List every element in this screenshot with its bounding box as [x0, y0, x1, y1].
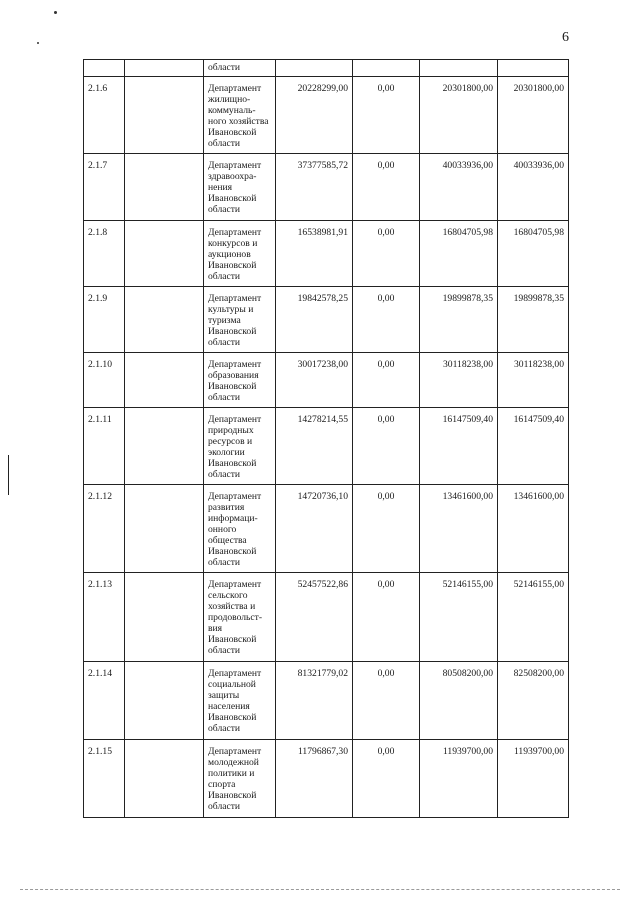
- cell-department: Департамент сельского хозяйства и продовольст-вия Ивановской области: [204, 573, 276, 662]
- cell-code: [84, 60, 125, 77]
- cell-value-4: 52146155,00: [498, 573, 569, 662]
- cell-code: 2.1.6: [84, 77, 125, 154]
- cell-department: Департамент жилищно-коммуналь-ного хозяйства Ивановской области: [204, 77, 276, 154]
- cell-value-3: [420, 60, 498, 77]
- table-row: [84, 740, 569, 818]
- cell-value-3: 19899878,35: [420, 287, 498, 353]
- cell-value-1: 81321779,02: [276, 662, 353, 740]
- table-row: [84, 662, 569, 740]
- cell-empty: [125, 408, 204, 485]
- cell-code: 2.1.11: [84, 408, 125, 485]
- cell-value-2: 0,00: [353, 221, 420, 287]
- table-row: [84, 353, 569, 408]
- cell-code: 2.1.8: [84, 221, 125, 287]
- page-number: 6: [562, 30, 569, 45]
- cell-value-3: 16804705,98: [420, 221, 498, 287]
- cell-value-1: 20228299,00: [276, 77, 353, 154]
- table-row: [84, 573, 569, 662]
- cell-code: 2.1.10: [84, 353, 125, 408]
- table-row: [84, 287, 569, 353]
- cell-department: Департамент образования Ивановской области: [204, 353, 276, 408]
- cell-value-1: 11796867,30: [276, 740, 353, 818]
- margin-mark: [8, 455, 9, 495]
- table-row: [84, 408, 569, 485]
- cell-value-3: 11939700,00: [420, 740, 498, 818]
- cell-value-4: 30118238,00: [498, 353, 569, 408]
- scan-speck: [37, 42, 39, 44]
- cell-empty: [125, 353, 204, 408]
- cell-empty: [125, 287, 204, 353]
- cell-code: 2.1.15: [84, 740, 125, 818]
- cell-value-2: 0,00: [353, 485, 420, 573]
- cell-value-3: 52146155,00: [420, 573, 498, 662]
- cell-value-2: 0,00: [353, 154, 420, 221]
- cell-department: Департамент здравоохра-нения Ивановской области: [204, 154, 276, 221]
- table-row: [84, 77, 569, 154]
- cell-department: Департамент культуры и туризма Ивановской области: [204, 287, 276, 353]
- cell-value-2: [353, 60, 420, 77]
- cell-code: 2.1.7: [84, 154, 125, 221]
- cell-empty: [125, 662, 204, 740]
- cell-value-1: 30017238,00: [276, 353, 353, 408]
- cell-value-1: 37377585,72: [276, 154, 353, 221]
- cell-empty: [125, 221, 204, 287]
- cell-empty: [125, 485, 204, 573]
- cell-value-2: 0,00: [353, 662, 420, 740]
- cell-empty: [125, 740, 204, 818]
- cell-value-3: 30118238,00: [420, 353, 498, 408]
- cell-value-3: 80508200,00: [420, 662, 498, 740]
- cell-value-4: 20301800,00: [498, 77, 569, 154]
- cell-value-4: 16147509,40: [498, 408, 569, 485]
- table-row: [84, 221, 569, 287]
- cell-value-4: 13461600,00: [498, 485, 569, 573]
- cell-code: 2.1.14: [84, 662, 125, 740]
- cell-value-2: 0,00: [353, 408, 420, 485]
- budget-table: [83, 59, 569, 818]
- cell-value-2: 0,00: [353, 740, 420, 818]
- budget-table-body: [84, 60, 569, 818]
- cell-value-1: 14278214,55: [276, 408, 353, 485]
- cell-value-3: 13461600,00: [420, 485, 498, 573]
- table-row-continued: [84, 60, 569, 77]
- cell-empty: [125, 154, 204, 221]
- cell-value-3: 20301800,00: [420, 77, 498, 154]
- table-row: [84, 154, 569, 221]
- cell-value-2: 0,00: [353, 287, 420, 353]
- cell-value-1: 14720736,10: [276, 485, 353, 573]
- cell-empty: [125, 573, 204, 662]
- cell-code: 2.1.9: [84, 287, 125, 353]
- cell-value-4: 82508200,00: [498, 662, 569, 740]
- cell-value-2: 0,00: [353, 77, 420, 154]
- scan-speck: [54, 11, 57, 14]
- cell-value-4: 40033936,00: [498, 154, 569, 221]
- cell-code: 2.1.12: [84, 485, 125, 573]
- cell-department: Департамент развития информаци-онного общества Ивановской области: [204, 485, 276, 573]
- cell-value-4: 19899878,35: [498, 287, 569, 353]
- cell-department: области: [204, 60, 276, 77]
- cell-empty: [125, 77, 204, 154]
- cell-department: Департамент социальной защиты населения Ивановской области: [204, 662, 276, 740]
- cell-value-1: 52457522,86: [276, 573, 353, 662]
- cell-value-4: [498, 60, 569, 77]
- cell-value-4: 11939700,00: [498, 740, 569, 818]
- cell-value-2: 0,00: [353, 573, 420, 662]
- cell-empty: [125, 60, 204, 77]
- bottom-rule: [20, 889, 620, 890]
- cell-value-1: 16538981,91: [276, 221, 353, 287]
- cell-value-4: 16804705,98: [498, 221, 569, 287]
- cell-value-3: 16147509,40: [420, 408, 498, 485]
- cell-value-1: 19842578,25: [276, 287, 353, 353]
- cell-value-1: [276, 60, 353, 77]
- cell-value-3: 40033936,00: [420, 154, 498, 221]
- cell-department: Департамент природных ресурсов и экологии Ивановской области: [204, 408, 276, 485]
- cell-department: Департамент конкурсов и аукционов Ивановской области: [204, 221, 276, 287]
- table-row: [84, 485, 569, 573]
- cell-code: 2.1.13: [84, 573, 125, 662]
- cell-value-2: 0,00: [353, 353, 420, 408]
- cell-department: Департамент молодежной политики и спорта Ивановской области: [204, 740, 276, 818]
